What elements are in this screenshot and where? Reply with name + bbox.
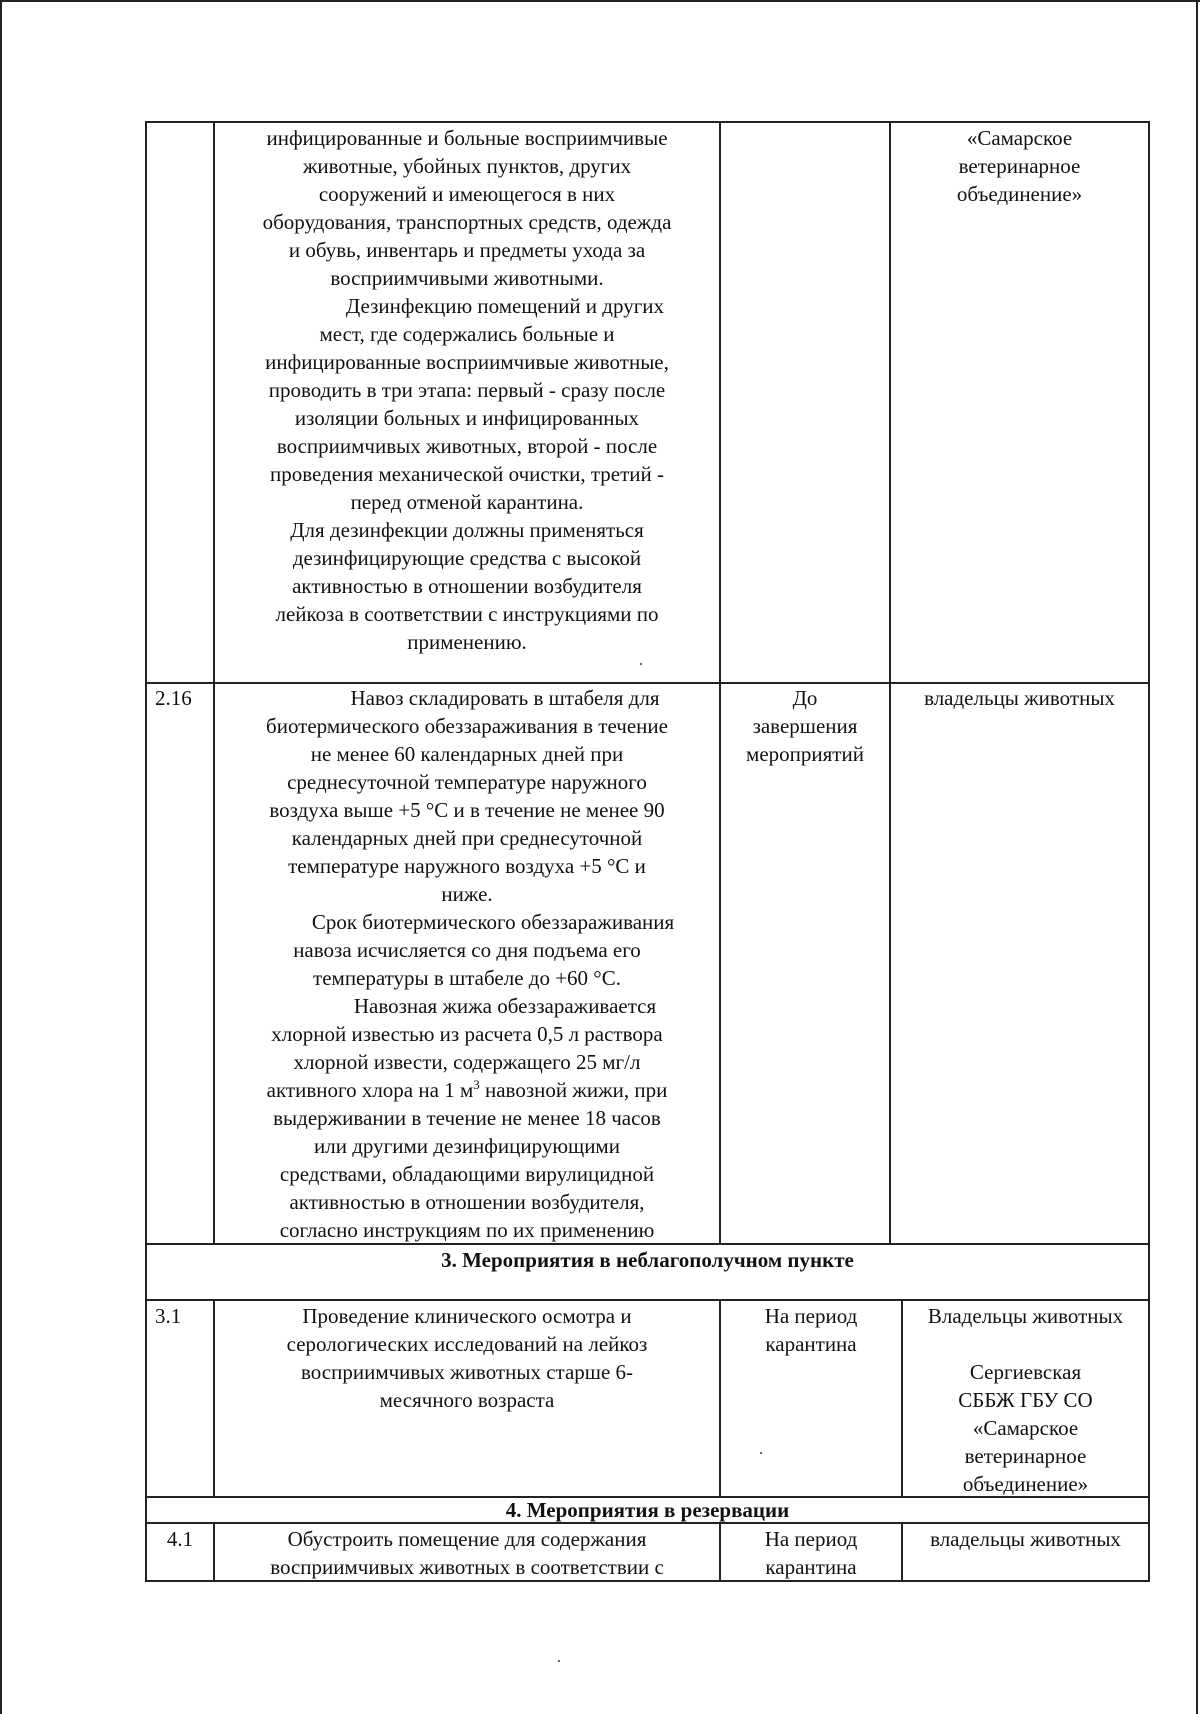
text-line: и обувь, инвентарь и предметы ухода за bbox=[288, 238, 646, 262]
text-line: Обустроить помещение для содержания bbox=[287, 1527, 647, 1551]
text-line: До bbox=[792, 686, 818, 710]
text-line: температуры в штабеле до +60 °С. bbox=[313, 966, 621, 990]
text-fragment: навозной жижи, при bbox=[479, 1078, 668, 1102]
text-line: воздуха выше +5 °С и в течение не менее 90 bbox=[269, 798, 665, 822]
text-line: «Самарское bbox=[966, 126, 1073, 150]
cell-cont-term bbox=[719, 121, 891, 684]
text-line: ветеринарное bbox=[964, 1444, 1087, 1468]
text-line: восприимчивых животных, второй - после bbox=[276, 434, 658, 458]
text-line: завершения bbox=[752, 714, 858, 738]
row-number: 4.1 bbox=[166, 1527, 194, 1551]
superscript: 3 bbox=[473, 1077, 480, 1092]
text-line: карантина bbox=[765, 1332, 857, 1356]
text-line: средствами, обладающими вирулицидной bbox=[279, 1162, 655, 1186]
text-fragment: активного хлора на 1 м bbox=[266, 1078, 474, 1102]
text-line: Навоз складировать в штабеля для bbox=[350, 686, 660, 710]
text-line: мероприятий bbox=[746, 742, 864, 766]
text-line: изоляции больных и инфицированных bbox=[294, 406, 640, 430]
text-line: СББЖ ГБУ СО bbox=[958, 1388, 1093, 1412]
text-line: инфицированные и больные восприимчивые bbox=[266, 126, 668, 150]
cell-216-resp bbox=[889, 682, 1150, 1245]
text-line: «Самарское bbox=[972, 1416, 1079, 1440]
text-line: мест, где содержались больные и bbox=[319, 322, 615, 346]
text-line: выдерживании в течение не менее 18 часов bbox=[273, 1106, 661, 1130]
text-line: месячного возраста bbox=[379, 1388, 555, 1412]
text-line: перед отменой карантина. bbox=[350, 490, 584, 514]
text-line: восприимчивыми животными. bbox=[330, 266, 604, 290]
text-line: сооружений и имеющегося в них bbox=[318, 182, 616, 206]
text-line: Для дезинфекции должны применяться bbox=[290, 518, 644, 542]
row-41-responsible: владельцы животных bbox=[930, 1527, 1121, 1551]
text-line: серологических исследований на лейкоз bbox=[286, 1332, 648, 1356]
row-31-term bbox=[723, 1302, 899, 1358]
text-line: Дезинфекцию помещений и других bbox=[345, 294, 665, 318]
text-line: согласно инструкциям по их применению bbox=[279, 1218, 655, 1242]
row-number: 3.1 bbox=[155, 1304, 182, 1328]
spacer-line bbox=[905, 1330, 1146, 1358]
text-line: На период bbox=[764, 1304, 858, 1328]
text-line: проведения механической очистки, третий - bbox=[269, 462, 665, 486]
scan-border-top bbox=[0, 0, 1200, 2]
row-216-responsible: владельцы животных bbox=[924, 686, 1115, 710]
text-line: восприимчивых животных в соответствии с bbox=[270, 1555, 664, 1579]
text-line: применению. bbox=[407, 630, 527, 654]
text-line: Срок биотермического обеззараживания bbox=[311, 910, 675, 934]
text-line: ниже. bbox=[441, 882, 493, 906]
text-line: Проведение клинического осмотра и bbox=[302, 1304, 632, 1328]
text-line: На период bbox=[764, 1527, 858, 1551]
text-line: не менее 60 календарных дней при bbox=[310, 742, 624, 766]
row-41-description bbox=[219, 1525, 715, 1581]
row-216-term bbox=[723, 684, 887, 768]
row-31-description bbox=[219, 1302, 715, 1414]
scan-speck bbox=[640, 663, 642, 665]
text-line: дезинфицирующие средства с высокой bbox=[292, 546, 642, 570]
scan-border-left bbox=[0, 0, 2, 1714]
row-31-responsible bbox=[905, 1302, 1146, 1498]
text-line: календарных дней при среднесуточной bbox=[291, 826, 643, 850]
scan-speck bbox=[558, 1660, 560, 1662]
text-line: оборудования, транспортных средств, одежда bbox=[262, 210, 672, 234]
text-line: или другими дезинфицирующими bbox=[314, 1134, 620, 1158]
cont-description bbox=[219, 124, 715, 656]
row-number: 2.16 bbox=[155, 686, 192, 710]
text-line bbox=[219, 1076, 715, 1104]
text-line: хлорной извести, содержащего 25 мг/л bbox=[293, 1050, 641, 1074]
text-line: среднесуточной температуре наружного bbox=[287, 770, 647, 794]
text-line: активностью в отношении возбудителя bbox=[292, 574, 642, 598]
text-line: Навозная жижа обеззараживается bbox=[353, 994, 657, 1018]
section-3-title: 3. Мероприятия в неблагополучном пункте bbox=[441, 1248, 854, 1272]
cell-cont-num bbox=[145, 121, 215, 684]
text-line: восприимчивых животных старше 6- bbox=[300, 1360, 634, 1384]
text-line: проводить в три этапа: первый - сразу после bbox=[268, 378, 666, 402]
row-216-description bbox=[219, 684, 715, 1244]
text-line: карантина bbox=[765, 1555, 857, 1579]
text-line: объединение» bbox=[956, 182, 1083, 206]
text-line: температуре наружного воздуха +5 °С и bbox=[288, 854, 646, 878]
scan-border-right bbox=[1196, 0, 1198, 1714]
text-line: навоза исчисляется со дня подъема его bbox=[293, 938, 641, 962]
text-line: лейкоза в соответствии с инструкциями по bbox=[275, 602, 659, 626]
scan-speck bbox=[760, 1452, 762, 1454]
text-line: ветеринарное bbox=[958, 154, 1081, 178]
text-line: Владельцы животных bbox=[927, 1304, 1124, 1328]
text-line: хлорной известью из расчета 0,5 л раствора bbox=[271, 1022, 663, 1046]
text-line: Сергиевская bbox=[969, 1360, 1082, 1384]
cont-responsible bbox=[893, 124, 1146, 208]
text-line: активностью в отношении возбудителя, bbox=[289, 1190, 645, 1214]
text-line: инфицированные восприимчивые животные, bbox=[265, 350, 669, 374]
cell-216-num bbox=[145, 682, 215, 1245]
row-41-term bbox=[723, 1525, 899, 1581]
text-line: биотермического обеззараживания в течение bbox=[266, 714, 668, 738]
section-4-title: 4. Мероприятия в резервации bbox=[505, 1498, 790, 1522]
text-line: животные, убойных пунктов, других bbox=[302, 154, 632, 178]
text-line: объединение» bbox=[962, 1472, 1089, 1496]
